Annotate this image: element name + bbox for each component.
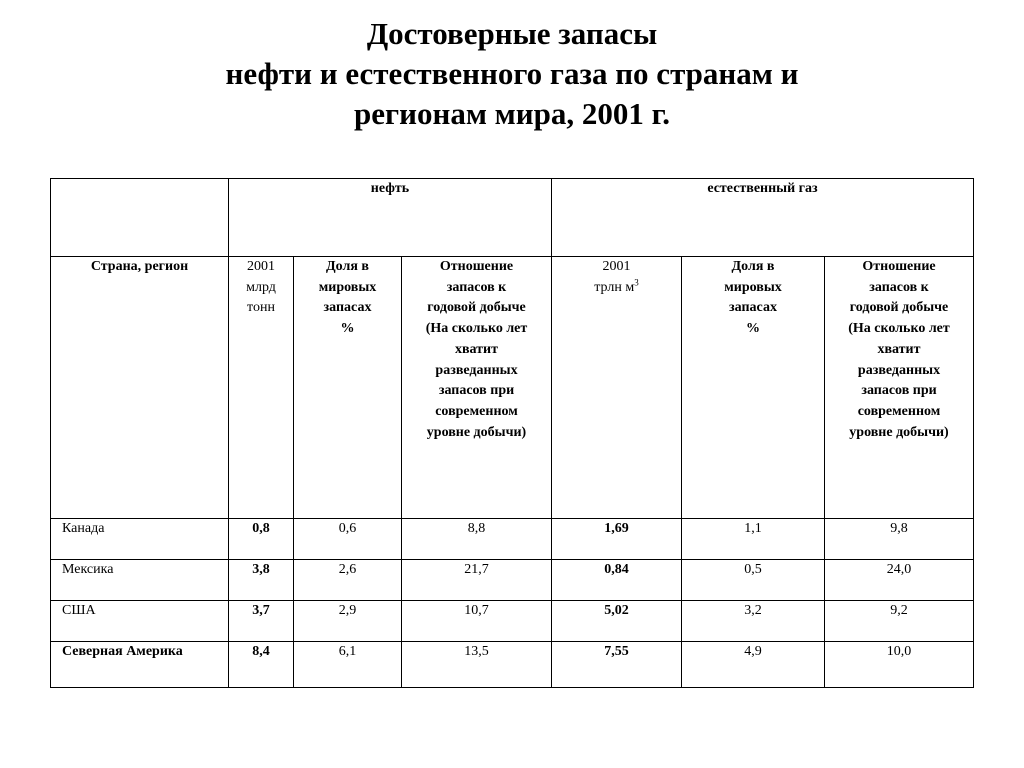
gas-ratio-cell: 24,0 bbox=[825, 560, 974, 601]
column-header-row bbox=[51, 257, 974, 519]
gas-ratio-cell: 10,0 bbox=[825, 642, 974, 688]
gas-ratio-cell: 9,8 bbox=[825, 519, 974, 560]
header-line: % bbox=[340, 321, 355, 337]
gas-ratio-column-header bbox=[825, 257, 974, 519]
region-cell: Северная Америка bbox=[51, 642, 229, 688]
header-line: Доля в bbox=[731, 259, 775, 274]
gas-share-column-header bbox=[682, 257, 825, 519]
title-line-3: регионам мира, 2001 г. bbox=[354, 96, 670, 131]
header-line: 2001 bbox=[602, 259, 631, 274]
gas-reserves-cell: 1,69 bbox=[552, 519, 682, 560]
header-line: запасов при bbox=[861, 383, 937, 399]
header-line: Отношение bbox=[439, 259, 514, 274]
header-line: запасов к bbox=[869, 279, 929, 295]
oil-share-cell: 2,6 bbox=[294, 560, 402, 601]
header-line: запасов к bbox=[446, 279, 507, 295]
header-line: 2001 bbox=[247, 259, 275, 274]
header-line: современном bbox=[857, 403, 941, 419]
header-line: (На сколько лет bbox=[848, 321, 950, 337]
oil-ratio-cell: 21,7 bbox=[402, 560, 552, 601]
oil-ratio-cell: 8,8 bbox=[402, 519, 552, 560]
oil-ratio-column-header bbox=[402, 257, 552, 519]
header-line: хватит bbox=[454, 341, 499, 357]
gas-reserves-column-header bbox=[552, 257, 682, 519]
empty-corner-cell bbox=[51, 179, 229, 257]
gas-reserves-cell: 0,84 bbox=[552, 560, 682, 601]
header-line: (На сколько лет bbox=[425, 321, 528, 337]
gas-share-cell: 1,1 bbox=[682, 519, 825, 560]
header-line: уровне добычи) bbox=[426, 424, 527, 440]
header-line: тонн bbox=[247, 300, 275, 316]
oil-reserves-column-header bbox=[229, 257, 294, 519]
region-cell: США bbox=[51, 601, 229, 642]
unit-superscript: 3 bbox=[634, 277, 639, 288]
gas-reserves-cell: 7,55 bbox=[552, 642, 682, 688]
header-line: % bbox=[746, 321, 760, 337]
header-line: запасов при bbox=[438, 383, 515, 399]
region-column-header: Страна, регион bbox=[51, 257, 229, 519]
table-row-usa bbox=[51, 601, 974, 642]
oil-share-cell: 6,1 bbox=[294, 642, 402, 688]
gas-share-cell: 0,5 bbox=[682, 560, 825, 601]
header-line: мировых bbox=[724, 279, 782, 295]
oil-share-cell: 2,9 bbox=[294, 601, 402, 642]
title-line-1: Достоверные запасы bbox=[366, 16, 658, 51]
table-row-mexico bbox=[51, 560, 974, 601]
table-row-canada bbox=[51, 519, 974, 560]
oil-reserves-cell: 3,8 bbox=[229, 560, 294, 601]
region-cell: Канада bbox=[51, 519, 229, 560]
header-line bbox=[558, 278, 675, 299]
oil-ratio-cell: 13,5 bbox=[402, 642, 552, 688]
gas-reserves-cell: 5,02 bbox=[552, 601, 682, 642]
oil-group-header: нефть bbox=[229, 179, 552, 257]
gas-share-cell: 3,2 bbox=[682, 601, 825, 642]
gas-group-header: естественный газ bbox=[552, 179, 974, 257]
oil-share-cell: 0,6 bbox=[294, 519, 402, 560]
region-cell: Мексика bbox=[51, 560, 229, 601]
header-line: Доля в bbox=[326, 259, 369, 274]
oil-share-column-header bbox=[294, 257, 402, 519]
header-line: разведанных bbox=[857, 362, 941, 378]
reserves-table bbox=[50, 178, 974, 688]
oil-reserves-cell: 0,8 bbox=[229, 519, 294, 560]
header-line: млрд bbox=[246, 279, 276, 295]
oil-reserves-cell: 8,4 bbox=[229, 642, 294, 688]
oil-ratio-cell: 10,7 bbox=[402, 601, 552, 642]
unit-text: трлн м bbox=[594, 279, 635, 295]
header-line: разведанных bbox=[435, 362, 518, 378]
header-line: годовой добыче bbox=[849, 300, 949, 316]
header-line: хватит bbox=[877, 341, 921, 357]
header-line: современном bbox=[435, 403, 518, 419]
header-line: запасах bbox=[323, 300, 372, 316]
gas-ratio-cell: 9,2 bbox=[825, 601, 974, 642]
header-line: уровне добычи) bbox=[849, 424, 949, 440]
header-line: Отношение bbox=[862, 259, 936, 274]
header-line: годовой добыче bbox=[427, 300, 526, 316]
page-title bbox=[0, 14, 1024, 134]
oil-reserves-cell: 3,7 bbox=[229, 601, 294, 642]
table-row-north-america-total bbox=[51, 642, 974, 688]
gas-share-cell: 4,9 bbox=[682, 642, 825, 688]
header-line: мировых bbox=[318, 279, 377, 295]
title-line-2: нефти и естественного газа по странам и bbox=[225, 56, 799, 91]
group-header-row bbox=[51, 179, 974, 257]
header-line: запасах bbox=[729, 300, 777, 316]
